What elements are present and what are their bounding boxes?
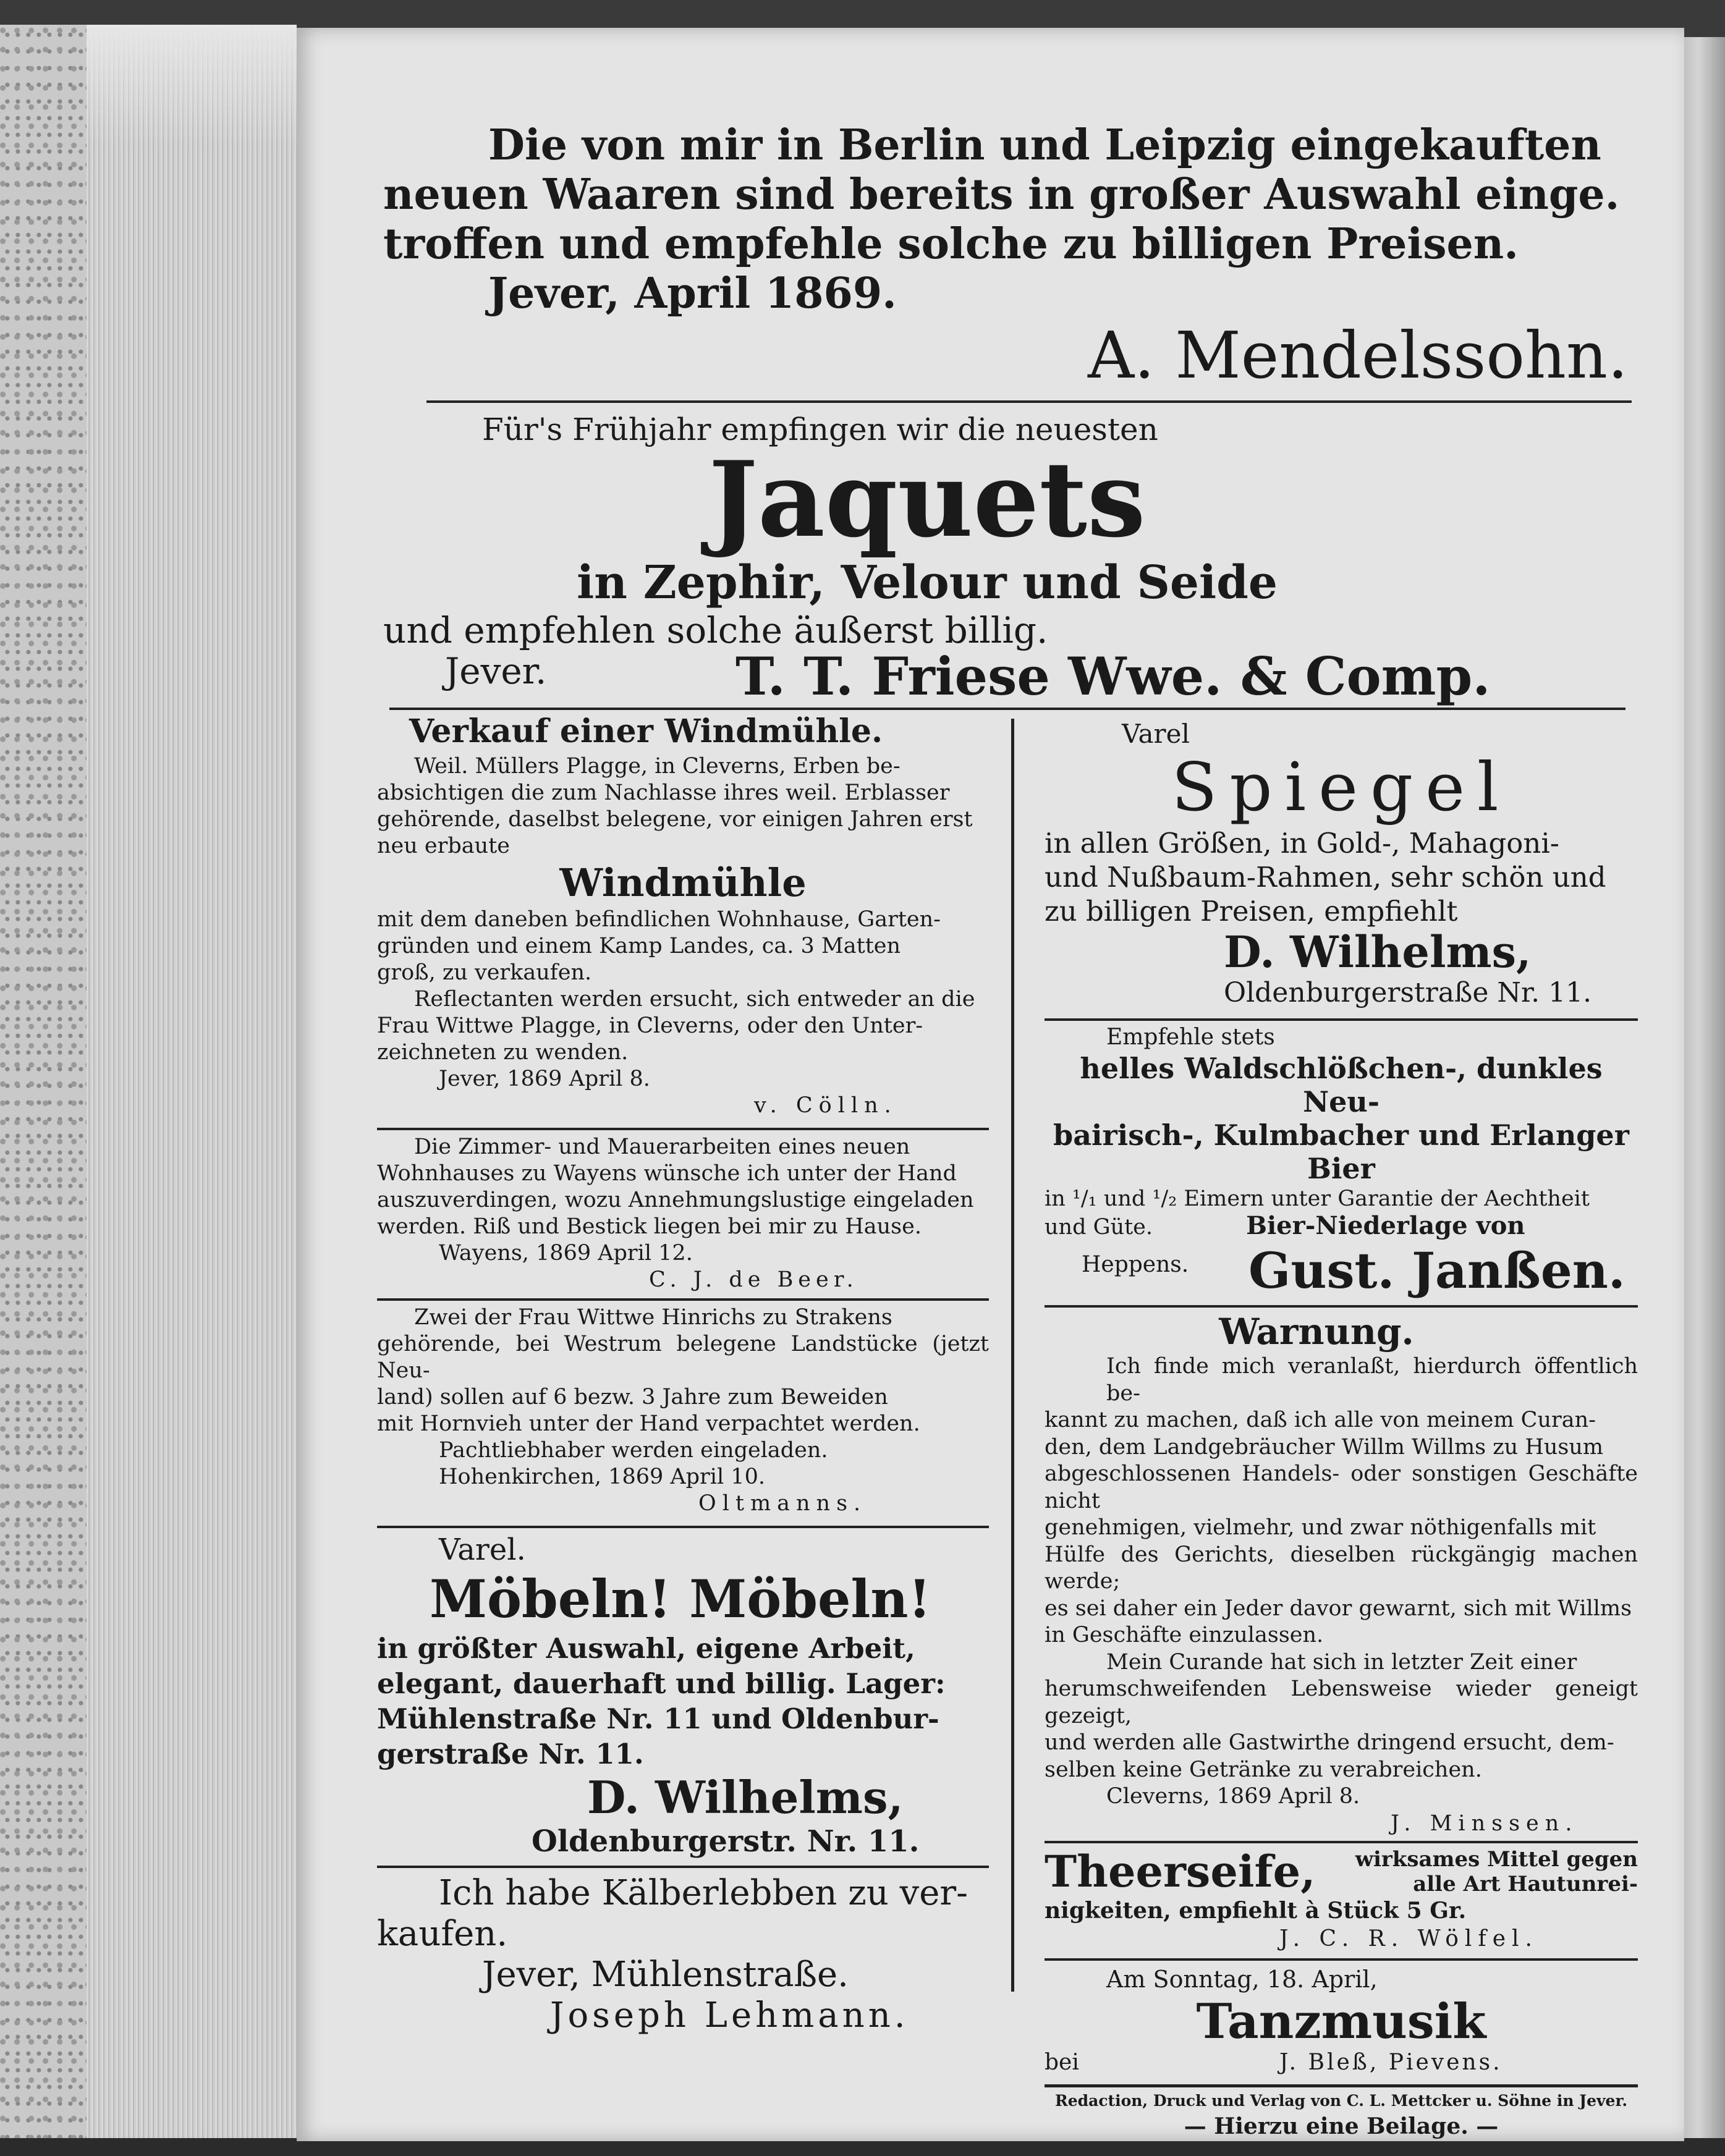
ad-line: troffen und empfehle solche zu billigen Preisen. <box>383 219 1519 269</box>
ad-signature: J. Bleß, Pievens. <box>1279 2050 1502 2075</box>
text-span: und Güte. <box>1045 1215 1153 1240</box>
text-line: in ¹/₁ und ¹/₂ Eimern unter Garantie der Aechtheit <box>1045 1186 1590 1211</box>
text-line: Bier <box>1307 1152 1375 1185</box>
text-line: werden. Riß und Bestick liegen bei mir zu Hause. <box>377 1214 922 1239</box>
ad-body <box>377 907 989 1119</box>
ad-body <box>1045 1353 1638 1837</box>
page-stack-highlight <box>87 25 297 148</box>
book-cover-edge <box>0 25 87 2150</box>
ad-date: Jever, April 1869. <box>488 269 897 318</box>
text-line: herumschweifenden Lebensweise wieder geneigt gezeigt, <box>1045 1676 1638 1728</box>
ad-headline: Spiegel <box>1171 749 1511 826</box>
ad-intro: Am Sonntag, 18. April, <box>1106 1966 1378 1993</box>
text-line: und Nußbaum-Rahmen, sehr schön und <box>1045 861 1606 894</box>
ad-place: Varel <box>1122 719 1190 749</box>
text-line: Hülfe des Gerichts, dieselben rückgängig machen werde; <box>1045 1542 1638 1594</box>
ad-place: Heppens. <box>1082 1252 1189 1277</box>
divider <box>1045 1305 1638 1308</box>
divider <box>377 1128 989 1130</box>
ad-date: Hohenkirchen, 1869 April 10. <box>439 1465 765 1489</box>
ad-firm: T. T. Friese Wwe. & Comp. <box>735 646 1491 707</box>
text-line: zeichneten zu wenden. <box>377 1040 629 1065</box>
ad-intro: Für's Frühjahr empfingen wir die neuesten <box>482 412 1158 447</box>
text-line: Reflectanten werden ersucht, sich entweder an die <box>414 987 975 1012</box>
text-line: kaufen. <box>377 1914 508 1954</box>
text-line <box>1045 1212 1638 1241</box>
ad-address: Oldenburgerstr. Nr. 11. <box>532 1824 920 1859</box>
text-line: gerstraße Nr. 11. <box>377 1738 644 1770</box>
ad-title: Möbeln! Möbeln! <box>430 1568 931 1630</box>
text-line: mit Hornvieh unter der Hand verpachtet werden. <box>377 1411 920 1436</box>
text-line: selben keine Getränke zu verabreichen. <box>1045 1757 1482 1782</box>
ad-headline: Jaquets <box>708 438 1146 560</box>
book-right-edge <box>1681 37 1725 2150</box>
text-line: abgeschlossenen Handels- oder sonstigen Geschäfte nicht <box>1045 1461 1638 1513</box>
supplement-note: — Hierzu eine Beilage. — <box>1184 2113 1499 2139</box>
ad-date: Jever, 1869 April 8. <box>439 1067 650 1091</box>
text-span: Bier-Niederlage von <box>1246 1211 1525 1240</box>
text-line: absichtigen die zum Nachlasse ihres weil. Erblasser <box>377 780 950 805</box>
text-line: Pachtliebhaber werden eingeladen. <box>439 1438 828 1463</box>
ad-line: neuen Waaren sind bereits in großer Auswahl einge. <box>383 170 1620 219</box>
text-line: helles Waldschlößchen-, dunkles Neu- <box>1080 1052 1603 1118</box>
text-line: kannt zu machen, daß ich alle von meinem Curan- <box>1045 1408 1596 1432</box>
ad-signature: J. Minssen. <box>1391 1811 1579 1836</box>
right-column <box>1045 719 1638 2141</box>
ad-address: Oldenburgerstraße Nr. 11. <box>1224 977 1592 1008</box>
text-line: gehörende, bei Westrum belegene Landstücke (jetzt Neu- <box>377 1332 989 1383</box>
text-line: wirksames Mittel gegen <box>1355 1847 1638 1872</box>
left-column <box>377 710 989 2036</box>
ad-body <box>377 1304 989 1517</box>
ad-body <box>377 753 989 860</box>
text-line: neu erbaute <box>377 834 510 858</box>
text-line: den, dem Landgebräucher Willm Willms zu Husum <box>1045 1434 1604 1460</box>
text-line: Mühlenstraße Nr. 11 und Oldenbur- <box>377 1702 939 1735</box>
text-line: es sei daher ein Jeder davor gewarnt, sich mit Willms <box>1045 1596 1632 1621</box>
page-stack-edge <box>87 25 297 2150</box>
text-line: Ich habe Kälberlebben zu ver- <box>439 1873 968 1913</box>
text-line: groß, zu verkaufen. <box>377 960 592 985</box>
ad-place: Jever. <box>445 650 547 692</box>
divider <box>1045 1841 1638 1843</box>
ad-title: Tanzmusik <box>1196 1993 1486 2050</box>
ad-soap-head <box>1045 1847 1638 1896</box>
text-line: alle Art Hautunrei- <box>1413 1872 1638 1896</box>
ad-signature: v. Cölln. <box>754 1093 897 1118</box>
text-line: elegant, dauerhaft und billig. Lager: <box>377 1667 946 1700</box>
ad-body <box>377 1631 989 1772</box>
text-line: Weil. Müllers Plagge, in Cleverns, Erben be- <box>414 754 901 779</box>
ad-body <box>1045 1185 1638 1241</box>
text-line: auszuverdingen, wozu Annehmungslustige eingeladen <box>377 1188 974 1212</box>
imprint: Redaction, Druck und Verlag von C. L. Mettcker u. Söhne in Jever. <box>1054 2092 1628 2110</box>
text-line: und werden alle Gastwirthe dringend ersucht, dem- <box>1045 1730 1614 1755</box>
divider <box>377 1866 989 1868</box>
ad-body <box>377 1134 989 1293</box>
divider <box>377 1526 989 1528</box>
ad-footer <box>1045 1241 1638 1303</box>
text-line: gehörende, daselbst belegene, vor einigen Jahren erst <box>377 807 973 832</box>
newspaper-page <box>297 28 1684 2141</box>
ad-footer <box>1045 2050 1638 2081</box>
ad-title: Theerseife, <box>1045 1846 1316 1897</box>
ad-mendelssohn <box>383 120 1656 318</box>
text-line: in größter Auswahl, eigene Arbeit, <box>377 1632 915 1665</box>
ad-firm: Gust. Janßen. <box>1248 1241 1625 1300</box>
ad-object: Windmühle <box>559 860 807 905</box>
text-line: zu billigen Preisen, empfiehlt <box>1045 895 1458 928</box>
ad-tagline: und empfehlen solche äußerst billig. <box>383 609 1048 651</box>
text-line: mit dem daneben befindlichen Wohnhause, Garten- <box>377 907 941 932</box>
divider <box>1045 1958 1638 1961</box>
ad-firm: D. Wilhelms, <box>1224 926 1532 978</box>
text-line: Zwei der Frau Wittwe Hinrichs zu Strakens <box>414 1305 892 1330</box>
ad-signature: Oltmanns. <box>698 1491 867 1516</box>
ad-signature: J. C. R. Wölfel. <box>1279 1926 1538 1951</box>
ad-title: Verkauf einer Windmühle. <box>409 712 883 750</box>
text-line: land) sollen auf 6 bezw. 3 Jahre zum Beweiden <box>377 1385 888 1410</box>
ad-body <box>1045 1052 1638 1185</box>
divider <box>1045 1018 1638 1021</box>
text-span: bei <box>1045 2050 1079 2075</box>
ad-signature: C. J. de Beer. <box>649 1267 858 1292</box>
ad-signature: Joseph Lehmann. <box>550 1995 909 2036</box>
ad-body <box>1045 826 1638 928</box>
ad-firm: D. Wilhelms, <box>587 1771 904 1824</box>
ad-place: Varel. <box>439 1532 526 1567</box>
ad-title: Warnung. <box>1219 1311 1414 1353</box>
text-line: gründen und einem Kamp Landes, ca. 3 Matten <box>377 934 901 958</box>
ad-line: Die von mir in Berlin und Leipzig eingekauften <box>488 120 1601 170</box>
text-line: in Geschäfte einzulassen. <box>1045 1623 1324 1647</box>
text-line: nigkeiten, empfiehlt à Stück 5 Gr. <box>1045 1898 1467 1924</box>
divider <box>426 400 1632 403</box>
text-line: genehmigen, vielmehr, und zwar nöthigenfalls mit <box>1045 1515 1596 1540</box>
text-line: Wohnhauses zu Wayens wünsche ich unter der Hand <box>377 1161 957 1186</box>
text-line: Frau Wittwe Plagge, in Cleverns, oder den Unter- <box>377 1013 923 1038</box>
text-line: in allen Größen, in Gold-, Mahagoni- <box>1045 827 1559 860</box>
ad-body <box>377 1873 989 2036</box>
ad-date: Wayens, 1869 April 12. <box>439 1241 693 1266</box>
column-divider <box>1011 719 1014 1992</box>
text-line: bairisch-, Kulmbacher und Erlanger <box>1053 1118 1629 1152</box>
ad-place: Jever, Mühlenstraße. <box>482 1955 849 1995</box>
ad-intro: Empfehle stets <box>1106 1025 1275 1050</box>
text-line: Ich finde mich veranlaßt, hierdurch öffentlich be- <box>1106 1354 1638 1406</box>
ad-signature: A. Mendelssohn. <box>1088 318 1628 393</box>
ad-subhead: in Zephir, Velour und Seide <box>577 556 1278 609</box>
divider <box>1045 2084 1638 2087</box>
divider <box>377 1298 989 1301</box>
text-line: Mein Curande hat sich in letzter Zeit einer <box>1106 1649 1577 1675</box>
ad-date: Cleverns, 1869 April 8. <box>1106 1784 1360 1809</box>
text-line: Die Zimmer- und Mauerarbeiten eines neuen <box>414 1135 910 1159</box>
